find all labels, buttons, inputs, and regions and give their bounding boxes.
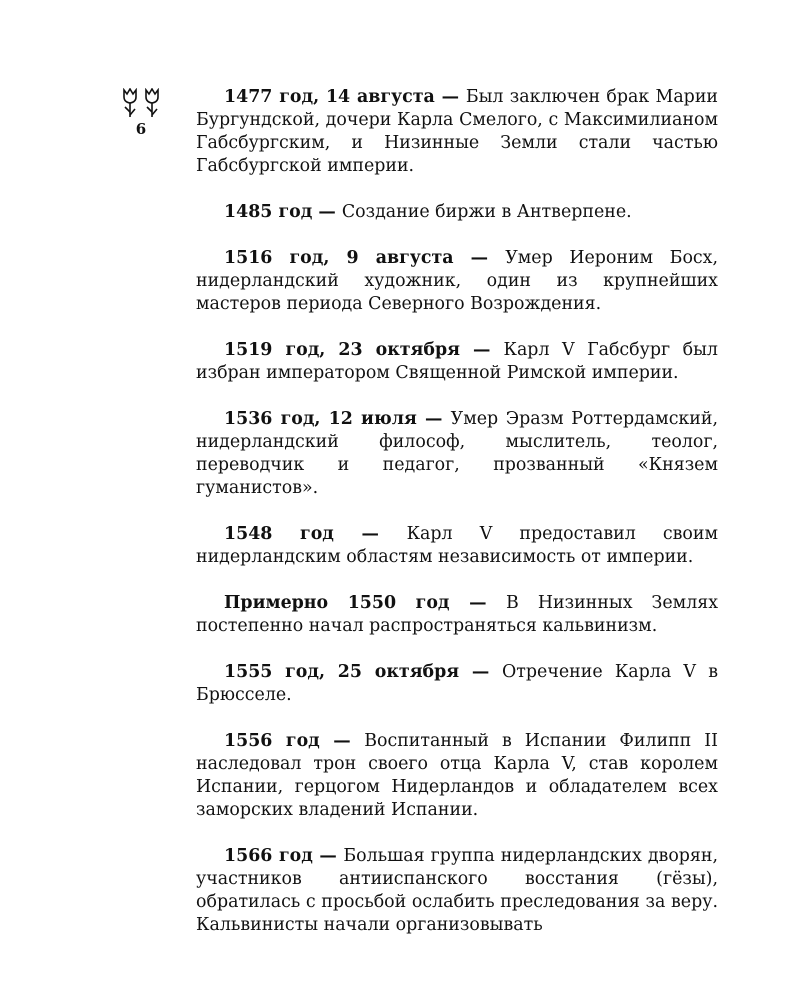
entry-date: 1519 год, 23 октября [224, 340, 461, 360]
entry-1555 [196, 661, 718, 707]
entry-text: Был заключен брак Марии Бургундской, дочери Карла Смелого, с Максимилианом Габсбургским, и Низинные Земли стали частью Габсбургской империи. [196, 87, 718, 176]
entry-dash: — [459, 662, 503, 682]
entry-text: Карл V Габсбург был избран императором Священной Римской империи. [196, 340, 718, 383]
page-number: 6 [135, 120, 147, 138]
entry-date: 1516 год, 9 августа [224, 248, 454, 268]
entry-text: Отречение Карла V в Брюсселе. [196, 662, 719, 705]
entry-1516 [196, 247, 718, 316]
entry-text: Воспитанный в Испании Филипп II наследовал трон своего отца Карла V, став королем Испании, герцогом Нидерландов и обладателем всех заморских владений Испании. [196, 731, 718, 820]
entry-text: В Низинных Землях постепенно начал распространяться кальвинизм. [196, 593, 719, 636]
entry-date: Примерно 1550 год [224, 593, 450, 613]
entry-1556 [196, 730, 718, 822]
entry-1485 [196, 201, 718, 224]
entry-dash: — [449, 593, 507, 613]
entry-text: Создание биржи в Антверпене. [341, 202, 632, 222]
entry-1519 [196, 339, 718, 385]
entry-dash: — [312, 846, 344, 866]
entry-date: 1477 год, 14 августа [224, 87, 435, 107]
entry-date: 1536 год, 12 июля [224, 409, 417, 429]
entry-dash: — [416, 409, 451, 429]
entry-1566 [196, 845, 718, 937]
entry-dash: — [333, 524, 407, 544]
entry-dash: — [460, 340, 504, 360]
entry-1477 [196, 86, 718, 178]
chronology-text [196, 86, 718, 960]
entry-text: Карл V предоставил своим нидерландским областям независимость от империи. [196, 524, 718, 567]
entry-text: Умер Иероним Босх, нидерландский художник, один из крупнейших мастеров периода Северного Возрождения. [196, 248, 719, 314]
entry-text: Большая группа нидерландских дворян, участников антииспанского восстания (гёзы), обратилась с просьбой ослабить преследования за веру. Кальвинисты начали организовывать [196, 846, 719, 935]
tulip-pair-icon [120, 88, 162, 118]
entry-date: 1556 год [224, 731, 320, 751]
entry-dash: — [453, 248, 506, 268]
entry-date: 1485 год [224, 202, 313, 222]
entry-date: 1555 год, 25 октября [224, 662, 460, 682]
entry-dash: — [434, 87, 466, 107]
entry-date: 1548 год [224, 524, 334, 544]
entry-dash: — [312, 202, 342, 222]
entry-1550 [196, 592, 718, 638]
entry-1548 [196, 523, 718, 569]
page-margin-mark [118, 88, 164, 138]
entry-date: 1566 год [224, 846, 313, 866]
entry-text: Умер Эразм Роттердамский, нидерландский философ, мыслитель, теолог, переводчик и педагог, прозванный «Князем гуманистов». [196, 409, 719, 498]
entry-1536 [196, 408, 718, 500]
entry-dash: — [319, 731, 365, 751]
